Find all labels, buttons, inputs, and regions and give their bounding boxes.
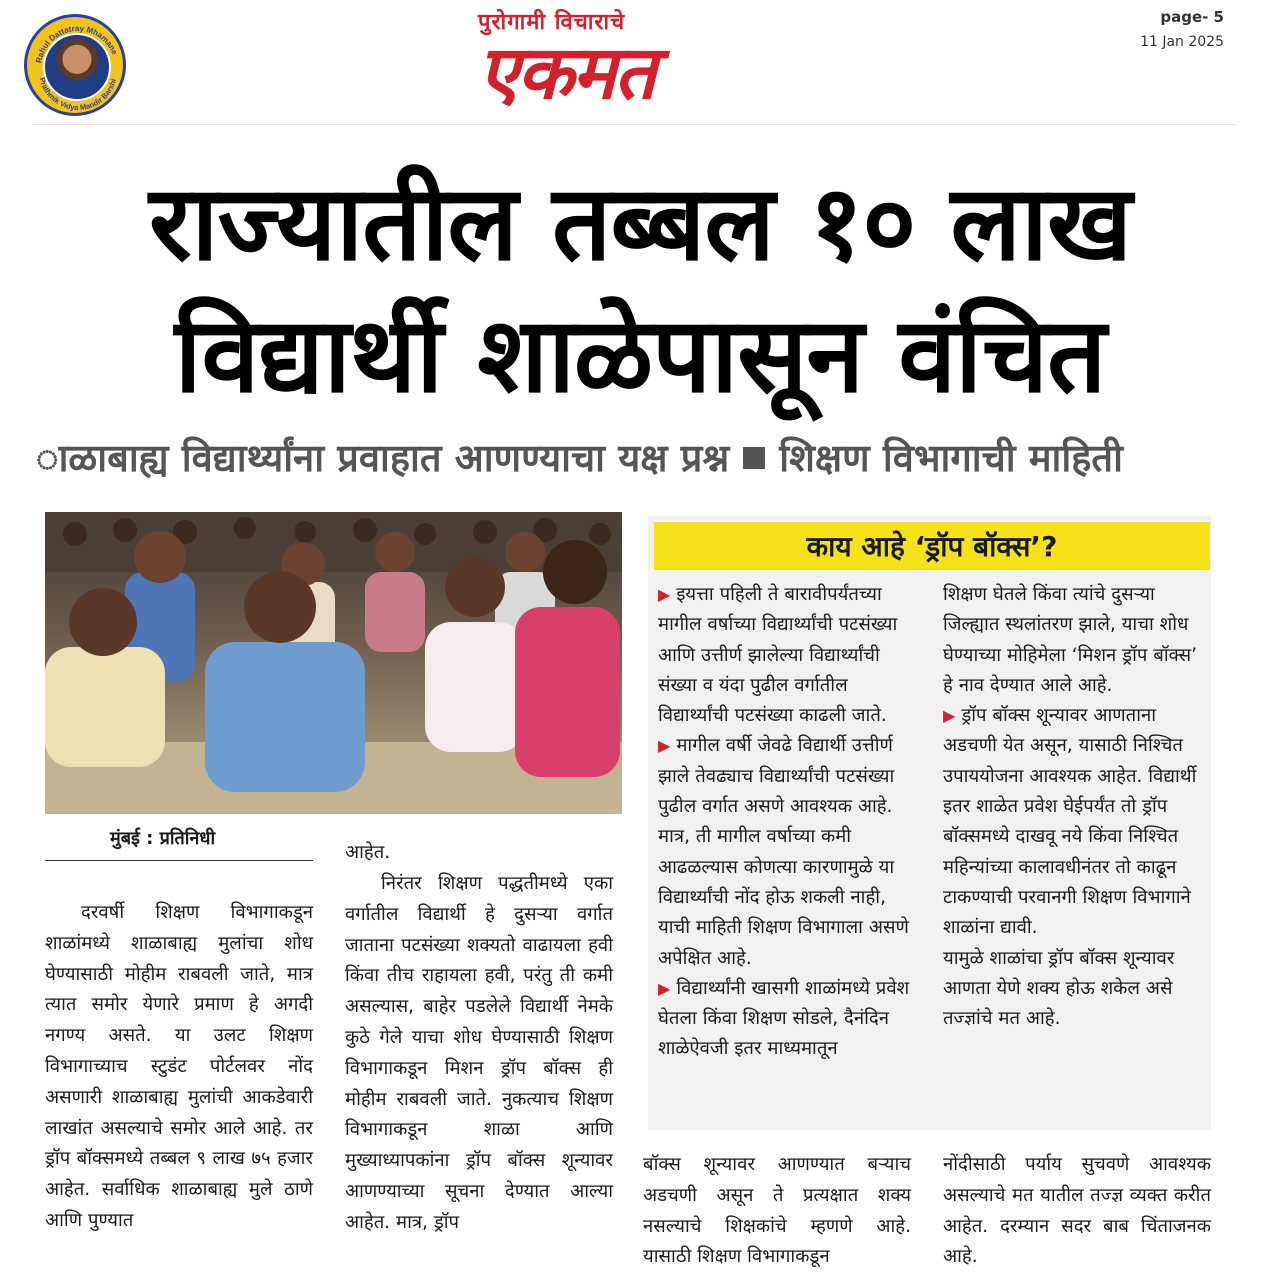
page-number: page- 5: [1160, 8, 1224, 26]
red-triangle-arrow-icon: ▶: [658, 736, 671, 756]
infobox-point: [658, 974, 914, 1065]
infobox-point: [658, 580, 914, 731]
infobox-continued-text: शिक्षण घेतले किंवा त्यांचे दुसऱ्या जिल्ह्यात स्थलांतरण झाले, याचा शोध घेण्याच्या मोहिमेला ‘मिशन ड्रॉप बॉक्स’ हे नाव देण्यात आले आहे.: [943, 584, 1197, 696]
article-column-1: दरवर्षी शिक्षण विभागाकडून शाळांमध्ये शाळाबाह्य मुलांचा शोध घेण्यासाठी मोहीम राबवली जाते, मात्र त्यात समोर येणारे प्रमाण हे अगदी नगण्य असते. या उलट शिक्षण विभागाच्याच स्टुडंट पोर्टलवर नोंद असणारी शाळाबाह्य मुलांची आकडेवारी लाखांत असल्याचे समोर आले आहे. तर ड्रॉप बॉक्समध्ये तब्बल ९ लाख ७५ हजार आहेत. सर्वाधिक शाळाबाह्य मुले ठाणे आणि पुण्यात: [45, 902, 319, 1231]
seal-text-bottom: Prathmik Vidya Mandir Barshi: [37, 76, 119, 113]
article-column-2: निरंतर शिक्षण पद्धतीमध्ये एका वर्गातील विद्यार्थी हे दुसऱ्या वर्गात जाताना पटसंख्या शक्यतो वाढायला हवी किंवा तीच राहायला हवी, परंतु ती कमी असल्यास, बाहेर पडलेले विद्यार्थी नेमके कुठे गेले याचा शोध घेण्यासाठी शिक्षण विभागाकडून मिशन ड्रॉप बॉक्स ही मोहीम राबवली जाते. नुकत्याच शिक्षण विभागाकडून शाळा आणि मुख्याध्यापकांना ड्रॉप बॉक्स शून्यावर आणण्याच्या सूचना देण्यात आल्या आहेत. मात्र, ड्रॉप: [345, 873, 619, 1233]
svg-text:Prathmik Vidya Mandir Barshi: [38, 77, 118, 113]
masthead-divider: [32, 124, 1236, 125]
infobox-title: काय आहे ‘ड्रॉप बॉक्स’?: [654, 522, 1210, 570]
article-column-4: नोंदीसाठी पर्याय सुचवणे आवश्यक असल्याचे मत यातील तज्ज्ञ व्यक्त करीत आहेत. दरम्यान सदर बाब चिंताजनक आहे.: [943, 1154, 1217, 1268]
article-column-2-continued: आहेत.: [345, 842, 391, 863]
article-column-3: बॉक्स शून्यावर आणण्यात बऱ्याच अडचणी असून ते प्रत्यक्षात शक्य नसल्याचे शिक्षकांचे म्हणणे आहे. यासाठी शिक्षण विभागाकडून: [643, 1154, 917, 1268]
headline-line-1: राज्यातील तब्बल १० लाख: [148, 162, 1132, 284]
seal-text-top: Rahul Dattatray Mhamane: [34, 23, 120, 64]
infobox-closing-text: यामुळे शाळांचा ड्रॉप बॉक्स शून्यावर आणता येणे शक्य होऊ शकेल असे तज्ज्ञांचे मत आहे.: [943, 947, 1175, 1030]
infobox-point-text: मागील वर्षी जेवढे विद्यार्थी उत्तीर्ण झाले तेवढ्याच विद्यार्थ्यांची पटसंख्या पुढील वर्गात असणे आवश्यक आहे. मात्र, ती मागील वर्षाच्या कमी आढळल्यास कोणत्या कारणामुळे या विद्यार्थ्यांची नोंद होऊ शकली नाही, याची माहिती शिक्षण विभागाला असणे अपेक्षित आहे.: [658, 735, 909, 969]
svg-text:Rahul Dattatray Mhamane: [34, 24, 119, 64]
infobox-point-text: ड्रॉप बॉक्स शून्यावर आणताना अडचणी येत असून, यासाठी निश्चित उपाययोजना आवश्यक आहेत. विद्यार्थी इतर शाळेत प्रवेश घेईपर्यंत तो ड्रॉप बॉक्समध्ये दाखवू नये किंवा निश्चित महिन्यांच्या कालावधीनंतर तो काढून टाकण्याची परवानगी शिक्षण विभागाने शाळांना द्यावी.: [943, 705, 1197, 939]
issue-date: 11 Jan 2025: [1140, 34, 1224, 50]
red-triangle-arrow-icon: ▶: [943, 706, 956, 726]
seal-text-ring: [27, 17, 129, 119]
red-triangle-arrow-icon: ▶: [658, 978, 671, 998]
subheadline-part-1: ाळाबाह्य विद्यार्थ्यांना प्रवाहात आणण्याचा यक्ष प्रश्न: [36, 436, 730, 480]
masthead-tagline: पुरोगामी विचाराचे: [478, 10, 626, 35]
subheadline-part-2: शिक्षण विभागाची माहिती: [779, 436, 1123, 480]
infobox-point: [658, 731, 914, 973]
byline: मुंबई : प्रतिनिधी: [110, 828, 216, 849]
red-triangle-arrow-icon: ▶: [658, 585, 671, 604]
infobox-point-text: इयत्ता पहिली ते बारावीपर्यंतच्या मागील वर्षाच्या विद्यार्थ्यांची पटसंख्या आणि उत्तीर्ण झालेल्या विद्यार्थ्यांची संख्या व यंदा पुढील वर्गातील विद्यार्थ्यांची पटसंख्या काढली जाते.: [658, 584, 898, 727]
headline-line-2: विद्यार्थी शाळेपासून वंचित: [174, 294, 1106, 416]
infobox-point: [943, 701, 1205, 943]
masthead-title: एकमत: [478, 30, 655, 116]
author-seal: [24, 14, 126, 116]
infobox-point-text: विद्यार्थ्यांनी खासगी शाळांमध्ये प्रवेश घेतला किंवा शिक्षण सोडले, दैनंदिन शाळेऐवजी इतर माध्यमातून: [658, 977, 910, 1060]
subheadline: [36, 432, 1216, 484]
square-bullet-icon: [743, 447, 765, 469]
photo-illustration: [45, 512, 622, 814]
byline-divider: [45, 860, 313, 861]
infobox-column-2: [943, 580, 1205, 1034]
infobox-column-1: [658, 580, 914, 1065]
classroom-children-photo: [45, 512, 622, 814]
